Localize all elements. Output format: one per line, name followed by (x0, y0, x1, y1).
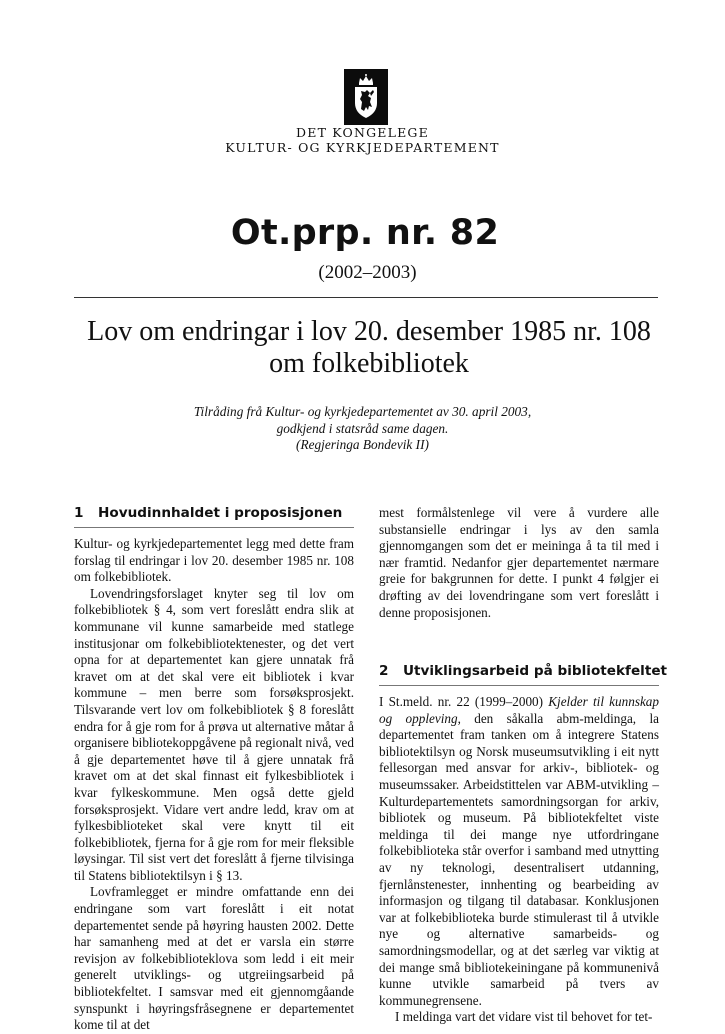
paragraph: Lovframlegget er mindre omfattande enn dei endringane som vart foreslått i eit notat departementet sende på høyring hausten 2002. Dette har samanheng med at det er varsla ein større revisjon av folkebiblioteklova som ledd i eit meir generelt utviklings- og utgreiingsarbeid på bibliotekfeltet. I samsvar med eit gjennomgåande synspunkt i høyringsfråsegnene er departementet kome til at det (74, 884, 354, 1033)
section-heading (74, 505, 354, 528)
section-2 (379, 663, 668, 1026)
paragraph: mest formålstenlege vil vere å vurdere alle substansielle endringar i lys av den samla gjennomgangen som det er meininga å ta til med i nær framtid. Nedanfor gjer departementet nærmare greie for bakgrunnen for dette. I punkt 4 følgjer ei drøfting av dei lovendringane som vert foreslått i denne proposisjonen. (379, 505, 659, 620)
paragraph (379, 694, 659, 1009)
recommendation-line: Tilråding frå Kultur- og kyrkjedepartementet av 30. april 2003, (193, 404, 532, 419)
paragraph-text: I St.meld. nr. 22 (1999–2000) (379, 694, 549, 709)
right-column (379, 505, 659, 621)
report-title: Kjelder til kunnskap og oppleving (379, 694, 659, 726)
document-title: Ot.prp. nr. 82 (230, 213, 500, 253)
section-title: Hovudinnhaldet i proposisjonen (98, 505, 343, 521)
section-body-continued (379, 505, 659, 621)
document-subject: Lov om endringar i lov 20. desember 1985 nr. 108 om folkebibliotek (87, 316, 651, 379)
paragraph-text: , den såkalla abm-meldinga, la departementet fram tanken om å integrere Statens bibliotektilsyn og Norsk museumsutvikling i eit nytt fellesorgan med ansvar for arkiv-, bibliotek- og museumssaker. Arbeidstittelen var ABM-utvikling – Kulturdepartementets samordningsorgan for arkiv, bibliotek og museum. På bibliotekfeltet viste meldinga til dei mange nye utfordringane folkebiblioteka står overfor i samband med utnytting av ny teknologi, desentralisert utdanning, fjernlånstenester, innhenting og bearbeiding av informasjon og tilgang til databasar. Konklusjonen var at folkebiblioteka burde stimulerast til å utvikle nye og alternative samarbeids- og samordningsmodellar, og at det særleg var viktig at dei mange små bibliotekeiningane på kommunenivå kunne utvikle samarbeid på tvers av kommunegrensene. (379, 710, 659, 1008)
recommendation-line: (Regjeringa Bondevik II) (296, 437, 429, 452)
section-title: Utviklingsarbeid på bibliotekfeltet (403, 663, 668, 679)
section-body (74, 536, 354, 1034)
paragraph: I meldinga vart det vidare vist til behovet for tet- (395, 1009, 653, 1025)
section-number: 1 (74, 505, 84, 521)
department-name-line1: DET KONGELEGE (296, 125, 429, 140)
section-heading (379, 663, 668, 686)
coat-of-arms-icon (344, 69, 388, 125)
left-column (74, 505, 354, 1034)
session-years: (2002–2003) (318, 262, 417, 283)
section-number: 2 (379, 663, 389, 679)
paragraph: Kultur- og kyrkjedepartementet legg med dette fram forslag til endringar i lov 20. desember 1985 nr. 108 om folkebibliotek. (74, 536, 354, 585)
department-name-line2: KULTUR- OG KYRKJEDEPARTEMENT (225, 140, 500, 155)
title-divider (74, 297, 658, 298)
recommendation-block (0, 404, 725, 454)
section-body (379, 694, 659, 1026)
recommendation-line: godkjend i statsråd same dagen. (276, 420, 449, 436)
paragraph: Lovendringsforslaget knyter seg til lov om folkebibliotek § 4, som vert foreslått endra slik at kommunane vil kunne samarbeide med statlege institusjonar om folkebibliotektenester, og det vert opna for at departementet kan gjere unnatak frå kravet om at det skal vere eit bibliotek i kvar kommune – men berre som forsøksprosjekt. Tilsvarande vert lov om folkebibliotek § 8 foreslått endra for å gje rom for å prøva ut alternative måtar å organisere bibliotekoppgåvene på regionalt nivå, ved å gje departementet høve til å gjere unnatak frå kravet om at det skal finnast eit fylkesbibliotek i kvar fylkeskommune. Men også dette gjeld forsøksprosjekt. Vidare vert andre ledd, krav om at fylkesbiblioteket skal vere knytt til eit folkebibliotek, fjerna for å gje rom for meir fleksible løysingar. Til sist vert det foreslått å fjerne tilvisinga til Statens bibliotektilsyn i § 13. (74, 585, 354, 883)
